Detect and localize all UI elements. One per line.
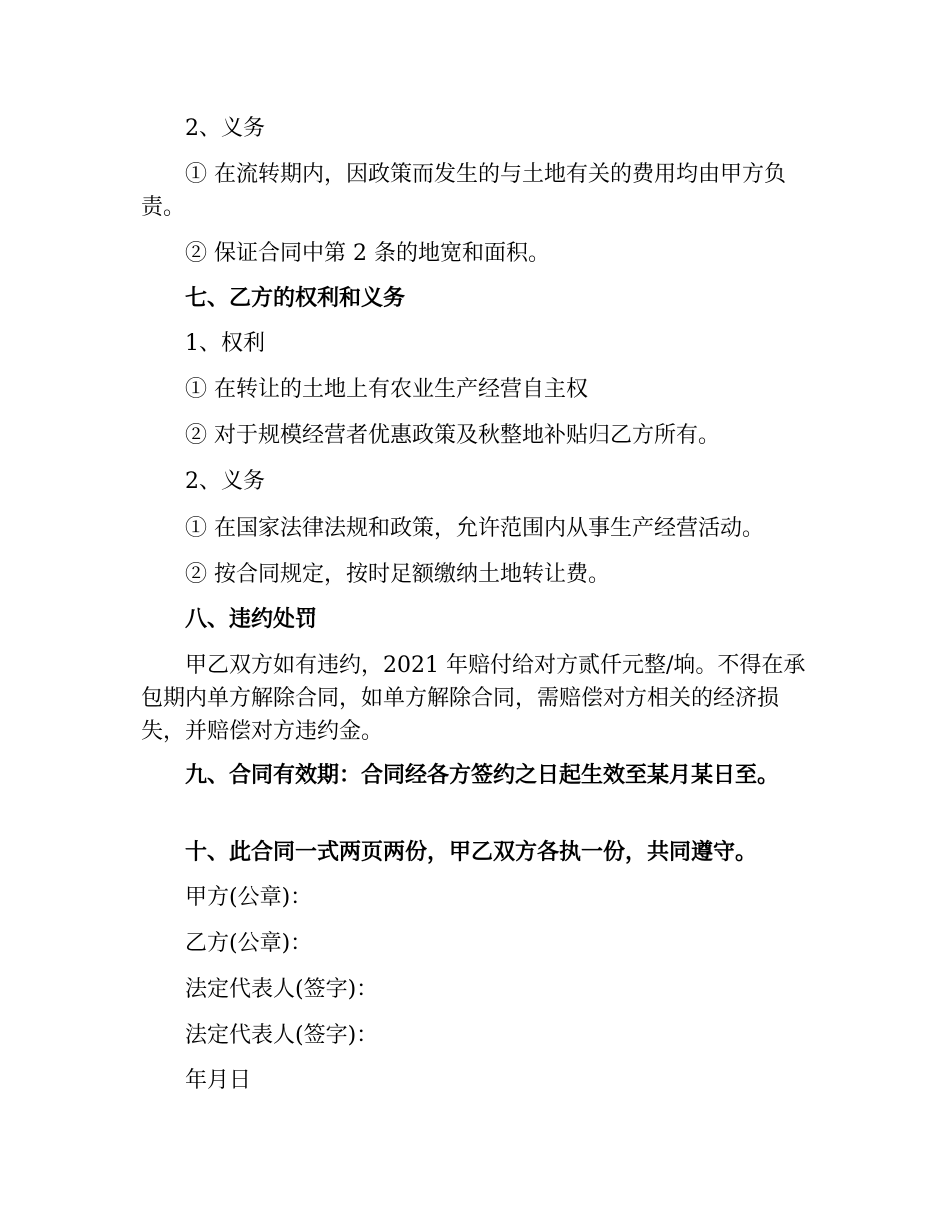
obligation-heading-2: 2、义务 — [185, 469, 265, 494]
obligation-item-4: ② 按合同规定，按时足额缴纳土地转让费。 — [185, 562, 610, 587]
legal-rep-signature-1: 法定代表人(签字)： — [185, 977, 379, 1002]
section-7-heading: 七、乙方的权利和义务 — [185, 286, 406, 311]
party-a-seal: 甲方(公章)： — [185, 885, 313, 910]
party-b-seal: 乙方(公章)： — [185, 931, 313, 956]
obligation-heading: 2、义务 — [185, 116, 265, 141]
section-10-copies: 十、此合同一式两页两份，甲乙双方各执一份，共同遵守。 — [185, 840, 758, 865]
rights-item-2: ② 对于规模经营者优惠政策及秋整地补贴归乙方所有。 — [185, 423, 720, 448]
section-9-validity: 九、合同有效期：合同经各方签约之日起生效至某月某日至。 — [185, 763, 780, 788]
section-8-heading: 八、违约处罚 — [185, 607, 318, 632]
rights-item-1: ① 在转让的土地上有农业生产经营自主权 — [185, 377, 588, 402]
rights-heading: 1、权利 — [185, 331, 265, 356]
breach-penalty-text: 甲乙双方如有违约，2021 年赔付给对方贰仟元整/垧。不得在承包期内单方解除合同，如单方解除合同，需赔偿对方相关的经济损失，并赔偿对方违约金。 — [141, 653, 806, 744]
date-line: 年月日 — [185, 1068, 252, 1093]
obligation-item-1: ① 在流转期内，因政策而发生的与土地有关的费用均由甲方负责。 — [141, 162, 786, 220]
obligation-item-3: ① 在国家法律法规和政策，允许范围内从事生产经营活动。 — [185, 516, 764, 541]
obligation-item-2: ② 保证合同中第 2 条的地宽和面积。 — [185, 241, 550, 266]
legal-rep-signature-2: 法定代表人(签字)： — [185, 1023, 379, 1048]
